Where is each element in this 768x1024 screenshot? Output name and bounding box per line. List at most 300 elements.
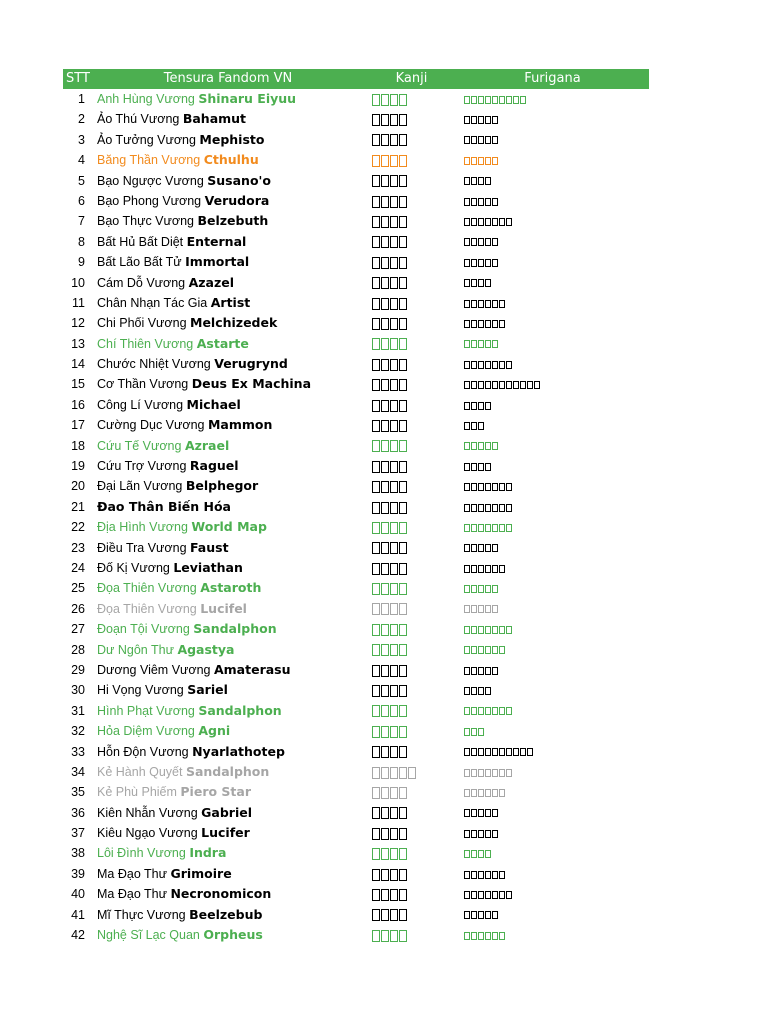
table-row[interactable] <box>63 293 649 313</box>
kanji-cell[interactable] <box>367 721 464 741</box>
table-row[interactable] <box>63 354 649 374</box>
name-cell[interactable] <box>93 762 367 782</box>
furigana-cell[interactable] <box>464 293 649 313</box>
missing-glyph-icon <box>471 667 477 675</box>
name-cell[interactable] <box>93 374 367 394</box>
furigana-glyphs <box>464 238 498 246</box>
name-cell[interactable] <box>93 558 367 578</box>
row-number[interactable]: 26 <box>71 601 85 616</box>
row-number[interactable]: 1 <box>78 92 85 106</box>
table-row[interactable] <box>63 660 649 680</box>
missing-glyph-icon <box>464 259 470 267</box>
furigana-cell[interactable] <box>464 578 649 598</box>
kanji-glyphs <box>372 502 407 514</box>
header-kanji[interactable]: Kanji <box>395 71 428 86</box>
table-row[interactable] <box>63 782 649 802</box>
furigana-cell[interactable] <box>464 395 649 415</box>
name-cell[interactable] <box>93 395 367 415</box>
name-cell[interactable] <box>93 89 367 109</box>
furigana-cell[interactable] <box>464 171 649 191</box>
kanji-cell[interactable] <box>367 476 464 496</box>
table-row[interactable] <box>63 89 649 109</box>
row-number[interactable]: 23 <box>71 540 85 555</box>
name-cell[interactable] <box>93 476 367 496</box>
missing-glyph-icon <box>478 96 484 104</box>
furigana-cell[interactable] <box>464 150 649 170</box>
kanji-glyphs <box>372 134 407 146</box>
name-cell[interactable] <box>93 721 367 741</box>
row-number[interactable]: 37 <box>71 826 85 841</box>
missing-glyph-icon <box>408 767 416 779</box>
furigana-cell[interactable] <box>464 599 649 619</box>
name-cell[interactable] <box>93 742 367 762</box>
kanji-cell[interactable] <box>367 273 464 293</box>
furigana-cell[interactable] <box>464 191 649 211</box>
furigana-cell[interactable] <box>464 456 649 476</box>
missing-glyph-icon <box>399 583 407 595</box>
missing-glyph-icon <box>390 400 398 412</box>
row-number[interactable]: 11 <box>72 295 85 310</box>
missing-glyph-icon <box>478 605 484 613</box>
missing-glyph-icon <box>372 318 380 330</box>
furigana-cell[interactable] <box>464 109 649 129</box>
table-row[interactable] <box>63 415 649 435</box>
name-prefix: Đọa Thiên Vương <box>97 581 201 596</box>
table-row[interactable] <box>63 476 649 496</box>
name-key: Verudora <box>204 192 270 208</box>
header-furigana[interactable]: Furigana <box>524 71 581 86</box>
furigana-glyphs <box>464 463 491 471</box>
missing-glyph-icon <box>399 522 407 534</box>
row-number[interactable]: 38 <box>71 846 85 861</box>
furigana-cell[interactable] <box>464 354 649 374</box>
name-cell[interactable] <box>93 415 367 435</box>
name-cell[interactable] <box>93 334 367 354</box>
row-number[interactable]: 9 <box>78 255 85 270</box>
name-cell[interactable] <box>93 864 367 884</box>
table-row[interactable] <box>63 130 649 150</box>
table-row[interactable] <box>63 171 649 191</box>
kanji-cell[interactable] <box>367 293 464 313</box>
furigana-cell[interactable] <box>464 742 649 762</box>
table-row[interactable] <box>63 619 649 639</box>
name-cell[interactable] <box>93 640 367 660</box>
name-cell[interactable] <box>93 517 367 537</box>
name-cell[interactable] <box>93 619 367 639</box>
missing-glyph-icon <box>372 440 380 452</box>
kanji-cell[interactable] <box>367 436 464 456</box>
furigana-cell[interactable] <box>464 843 649 863</box>
row-number[interactable]: 6 <box>78 193 85 208</box>
row-number[interactable]: 29 <box>71 662 85 677</box>
furigana-cell[interactable] <box>464 273 649 293</box>
name-cell[interactable] <box>93 884 367 904</box>
missing-glyph-icon <box>478 442 484 450</box>
row-number[interactable]: 31 <box>71 703 85 718</box>
missing-glyph-icon <box>372 94 380 106</box>
missing-glyph-icon <box>485 116 491 124</box>
row-number[interactable]: 33 <box>71 744 85 759</box>
table-row[interactable] <box>63 701 649 721</box>
name-key: Deus Ex Machina <box>191 376 312 392</box>
kanji-glyphs <box>372 665 407 677</box>
header-name[interactable]: Tensura Fandom VN <box>163 71 293 86</box>
row-number[interactable]: 12 <box>71 316 85 331</box>
furigana-cell[interactable] <box>464 313 649 333</box>
name-cell[interactable] <box>93 211 367 231</box>
missing-glyph-icon <box>464 544 470 552</box>
kanji-cell[interactable] <box>367 395 464 415</box>
furigana-cell[interactable] <box>464 864 649 884</box>
name-cell[interactable] <box>93 823 367 843</box>
name-prefix: Cơ Thần Vương <box>97 377 192 392</box>
kanji-cell[interactable] <box>367 680 464 700</box>
name-cell[interactable] <box>93 130 367 150</box>
furigana-cell[interactable] <box>464 89 649 109</box>
row-number[interactable]: 8 <box>78 234 85 249</box>
name-cell[interactable] <box>93 803 367 823</box>
name-key: Cthulhu <box>203 152 259 168</box>
row-number[interactable]: 13 <box>71 336 85 351</box>
kanji-cell[interactable] <box>367 640 464 660</box>
missing-glyph-icon <box>464 198 470 206</box>
missing-glyph-icon <box>471 300 477 308</box>
furigana-cell[interactable] <box>464 476 649 496</box>
missing-glyph-icon <box>372 114 380 126</box>
kanji-cell[interactable] <box>367 497 464 517</box>
kanji-cell[interactable] <box>367 905 464 925</box>
table-row[interactable] <box>63 313 649 333</box>
row-number[interactable]: 34 <box>71 764 85 779</box>
missing-glyph-icon <box>399 909 407 921</box>
row-number[interactable]: 2 <box>78 112 85 127</box>
kanji-cell[interactable] <box>367 599 464 619</box>
missing-glyph-icon <box>485 96 491 104</box>
kanji-cell[interactable] <box>367 517 464 537</box>
row-number[interactable]: 17 <box>71 418 85 433</box>
kanji-cell[interactable] <box>367 354 464 374</box>
row-number[interactable]: 30 <box>71 683 85 698</box>
furigana-cell[interactable] <box>464 701 649 721</box>
name-key: Sandalphon <box>193 621 277 637</box>
name-cell[interactable] <box>93 843 367 863</box>
furigana-cell[interactable] <box>464 762 649 782</box>
row-number[interactable]: 10 <box>71 275 85 290</box>
missing-glyph-icon <box>478 463 484 471</box>
table-row[interactable] <box>63 497 649 517</box>
row-number[interactable]: 28 <box>71 642 85 657</box>
row-number[interactable]: 15 <box>71 377 85 392</box>
missing-glyph-icon <box>485 565 491 573</box>
row-number[interactable]: 39 <box>71 866 85 881</box>
table-row[interactable] <box>63 252 649 272</box>
furigana-cell[interactable] <box>464 823 649 843</box>
kanji-cell[interactable] <box>367 89 464 109</box>
furigana-cell[interactable] <box>464 640 649 660</box>
kanji-cell[interactable] <box>367 211 464 231</box>
furigana-cell[interactable] <box>464 374 649 394</box>
name-cell[interactable] <box>93 701 367 721</box>
missing-glyph-icon <box>471 830 477 838</box>
kanji-cell[interactable] <box>367 538 464 558</box>
row-number[interactable]: 36 <box>71 805 85 820</box>
missing-glyph-icon <box>399 665 407 677</box>
kanji-cell[interactable] <box>367 660 464 680</box>
row-number[interactable]: 5 <box>78 173 85 188</box>
kanji-glyphs <box>372 726 407 738</box>
name-cell[interactable] <box>93 599 367 619</box>
missing-glyph-icon <box>399 114 407 126</box>
name-prefix: Cường Dục Vương <box>97 418 208 433</box>
name-prefix: Bạo Ngược Vương <box>97 173 208 188</box>
kanji-cell[interactable] <box>367 558 464 578</box>
row-number[interactable]: 42 <box>71 928 85 943</box>
row-number[interactable]: 35 <box>71 785 85 800</box>
kanji-cell[interactable] <box>367 109 464 129</box>
kanji-cell[interactable] <box>367 762 464 782</box>
name-prefix: Chân Nhạn Tác Gia <box>97 295 211 310</box>
furigana-cell[interactable] <box>464 252 649 272</box>
kanji-cell[interactable] <box>367 925 464 945</box>
name-prefix: Kẻ Hành Quyết <box>97 764 186 779</box>
missing-glyph-icon <box>485 544 491 552</box>
table-row[interactable] <box>63 762 649 782</box>
name-cell[interactable] <box>93 925 367 945</box>
kanji-cell[interactable] <box>367 823 464 843</box>
missing-glyph-icon <box>478 626 484 634</box>
missing-glyph-icon <box>464 605 470 613</box>
kanji-cell[interactable] <box>367 884 464 904</box>
missing-glyph-icon <box>471 911 477 919</box>
row-number[interactable]: 41 <box>71 907 85 922</box>
table-row[interactable] <box>63 864 649 884</box>
missing-glyph-icon <box>464 136 470 144</box>
missing-glyph-icon <box>464 565 470 573</box>
table-row[interactable] <box>63 578 649 598</box>
missing-glyph-icon <box>372 746 380 758</box>
furigana-cell[interactable] <box>464 619 649 639</box>
missing-glyph-icon <box>499 300 505 308</box>
table-row[interactable] <box>63 191 649 211</box>
table-row[interactable] <box>63 150 649 170</box>
name-key: Michael <box>186 396 241 412</box>
table-row[interactable] <box>63 721 649 741</box>
table-row[interactable] <box>63 211 649 231</box>
kanji-cell[interactable] <box>367 578 464 598</box>
name-cell[interactable] <box>93 313 367 333</box>
missing-glyph-icon <box>464 218 470 226</box>
header-stt[interactable]: STT <box>66 71 90 86</box>
row-number[interactable]: 4 <box>78 153 85 168</box>
row-number[interactable]: 3 <box>78 132 85 147</box>
name-prefix: Hình Phạt Vương <box>97 703 199 718</box>
missing-glyph-icon <box>372 563 380 575</box>
name-cell[interactable] <box>93 191 367 211</box>
furigana-cell[interactable] <box>464 905 649 925</box>
kanji-cell[interactable] <box>367 456 464 476</box>
missing-glyph-icon <box>478 748 484 756</box>
row-number[interactable]: 24 <box>71 560 85 575</box>
furigana-cell[interactable] <box>464 130 649 150</box>
name-prefix: Hỏa Diệm Vương <box>97 724 199 739</box>
kanji-cell[interactable] <box>367 191 464 211</box>
name-cell[interactable] <box>93 150 367 170</box>
kanji-cell[interactable] <box>367 171 464 191</box>
furigana-cell[interactable] <box>464 232 649 252</box>
row-number[interactable]: 25 <box>71 581 85 596</box>
row-number[interactable]: 40 <box>71 887 85 902</box>
table-row[interactable] <box>63 742 649 762</box>
missing-glyph-icon <box>381 930 389 942</box>
table-row[interactable] <box>63 884 649 904</box>
name-cell[interactable] <box>93 497 367 517</box>
table-row[interactable] <box>63 558 649 578</box>
table-row[interactable] <box>63 517 649 537</box>
missing-glyph-icon <box>399 236 407 248</box>
furigana-cell[interactable] <box>464 415 649 435</box>
missing-glyph-icon <box>372 787 380 799</box>
name-cell[interactable] <box>93 436 367 456</box>
missing-glyph-icon <box>471 932 477 940</box>
name-cell[interactable] <box>93 456 367 476</box>
kanji-cell[interactable] <box>367 864 464 884</box>
table-row[interactable] <box>63 803 649 823</box>
furigana-glyphs <box>464 361 512 369</box>
furigana-glyphs <box>464 667 498 675</box>
furigana-cell[interactable] <box>464 436 649 456</box>
table-row[interactable] <box>63 823 649 843</box>
missing-glyph-icon <box>381 175 389 187</box>
missing-glyph-icon <box>485 626 491 634</box>
table-row[interactable] <box>63 456 649 476</box>
name-cell[interactable] <box>93 660 367 680</box>
name-key: Nyarlathotep <box>192 743 285 759</box>
name-cell[interactable] <box>93 109 367 129</box>
name-cell[interactable] <box>93 293 367 313</box>
kanji-cell[interactable] <box>367 843 464 863</box>
name-cell[interactable] <box>93 171 367 191</box>
furigana-cell[interactable] <box>464 517 649 537</box>
name-cell[interactable] <box>93 538 367 558</box>
kanji-cell[interactable] <box>367 415 464 435</box>
kanji-cell[interactable] <box>367 232 464 252</box>
missing-glyph-icon <box>381 522 389 534</box>
missing-glyph-icon <box>471 524 477 532</box>
furigana-cell[interactable] <box>464 660 649 680</box>
kanji-cell[interactable] <box>367 701 464 721</box>
row-number[interactable]: 19 <box>71 459 85 474</box>
missing-glyph-icon <box>390 930 398 942</box>
furigana-cell[interactable] <box>464 497 649 517</box>
row-number[interactable]: 21 <box>71 499 85 514</box>
row-number[interactable]: 22 <box>71 520 85 535</box>
missing-glyph-icon <box>372 461 380 473</box>
kanji-cell[interactable] <box>367 803 464 823</box>
kanji-cell[interactable] <box>367 334 464 354</box>
row-number[interactable]: 14 <box>71 357 85 372</box>
missing-glyph-icon <box>492 809 498 817</box>
missing-glyph-icon <box>492 259 498 267</box>
name-cell[interactable] <box>93 273 367 293</box>
furigana-cell[interactable] <box>464 334 649 354</box>
missing-glyph-icon <box>499 626 505 634</box>
table-row[interactable] <box>63 843 649 863</box>
kanji-cell[interactable] <box>367 619 464 639</box>
table-row[interactable] <box>63 905 649 925</box>
furigana-cell[interactable] <box>464 803 649 823</box>
kanji-cell[interactable] <box>367 150 464 170</box>
table-row[interactable] <box>63 680 649 700</box>
kanji-cell[interactable] <box>367 313 464 333</box>
table-row[interactable] <box>63 232 649 252</box>
missing-glyph-icon <box>381 277 389 289</box>
name-cell[interactable] <box>93 354 367 374</box>
table-row[interactable] <box>63 273 649 293</box>
table-row[interactable] <box>63 374 649 394</box>
furigana-cell[interactable] <box>464 680 649 700</box>
kanji-cell[interactable] <box>367 252 464 272</box>
name-cell[interactable] <box>93 578 367 598</box>
furigana-cell[interactable] <box>464 884 649 904</box>
table-row[interactable] <box>63 436 649 456</box>
furigana-cell[interactable] <box>464 925 649 945</box>
furigana-glyphs <box>464 116 498 124</box>
missing-glyph-icon <box>399 400 407 412</box>
name-prefix: Hỗn Độn Vương <box>97 744 193 759</box>
table-row[interactable] <box>63 109 649 129</box>
kanji-cell[interactable] <box>367 782 464 802</box>
missing-glyph-icon <box>381 338 389 350</box>
row-number[interactable]: 20 <box>71 479 85 494</box>
row-number[interactable]: 7 <box>78 214 85 229</box>
kanji-cell[interactable] <box>367 374 464 394</box>
missing-glyph-icon <box>381 481 389 493</box>
kanji-cell[interactable] <box>367 130 464 150</box>
table-row[interactable] <box>63 925 649 945</box>
furigana-cell[interactable] <box>464 538 649 558</box>
missing-glyph-icon <box>499 932 505 940</box>
name-cell[interactable] <box>93 252 367 272</box>
table-row[interactable] <box>63 538 649 558</box>
table-row[interactable] <box>63 640 649 660</box>
furigana-glyphs <box>464 157 498 165</box>
row-number[interactable]: 32 <box>71 724 85 739</box>
kanji-glyphs <box>372 624 407 636</box>
furigana-cell[interactable] <box>464 721 649 741</box>
furigana-cell[interactable] <box>464 211 649 231</box>
name-cell[interactable] <box>93 232 367 252</box>
name-prefix: Dư Ngôn Thư <box>97 642 178 657</box>
name-cell[interactable] <box>93 782 367 802</box>
missing-glyph-icon <box>478 585 484 593</box>
missing-glyph-icon <box>485 871 491 879</box>
furigana-cell[interactable] <box>464 558 649 578</box>
furigana-glyphs <box>464 422 484 430</box>
name-cell[interactable] <box>93 680 367 700</box>
missing-glyph-icon <box>499 320 505 328</box>
table-row[interactable] <box>63 395 649 415</box>
kanji-cell[interactable] <box>367 742 464 762</box>
row-number[interactable]: 16 <box>71 397 85 412</box>
table-body <box>63 89 649 945</box>
table-row[interactable] <box>63 599 649 619</box>
furigana-cell[interactable] <box>464 782 649 802</box>
name-cell[interactable] <box>93 905 367 925</box>
row-number[interactable]: 18 <box>71 438 85 453</box>
missing-glyph-icon <box>399 685 407 697</box>
table-row[interactable] <box>63 334 649 354</box>
row-number[interactable]: 27 <box>71 622 85 637</box>
